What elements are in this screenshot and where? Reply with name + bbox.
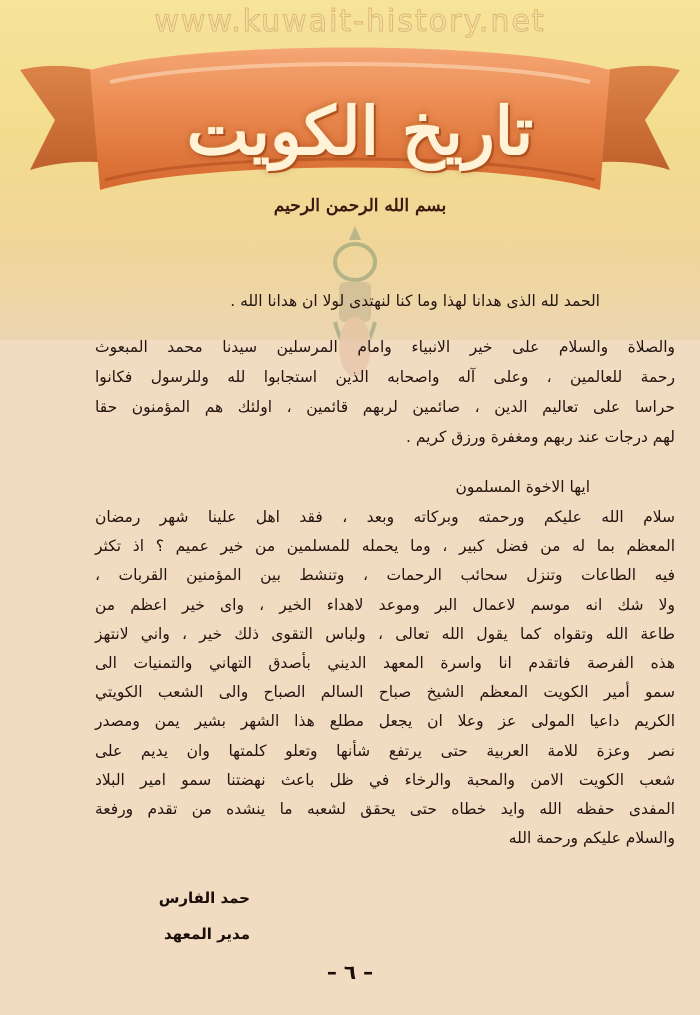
site-title: تاريخ الكويت bbox=[186, 92, 534, 170]
text-line: المفدى حفظه الله وايد خطاه حتى يحقق لشعبه ما ينشده من تقدم ورفعة bbox=[95, 799, 675, 818]
greeting-heading: ايها الاخوة المسلمون bbox=[455, 478, 590, 496]
text-line: ولا شك انه موسم لاعمال البر وموعد لاهداء الخير ، واى خير اعظم من bbox=[95, 595, 675, 614]
site-watermark: www.kuwait-history.net bbox=[154, 4, 546, 39]
text-line: الحمد لله الذى هدانا لهذا وما كنا لنهتدى لولا ان هدانا الله . bbox=[230, 292, 600, 310]
text-line: المعظم بما له من فضل كبير ، وما يحمله للمسلمين من خير عميم ؟ اذ تكثر bbox=[95, 537, 675, 556]
text-line: رحمة للعالمين ، وعلى آله واصحابه الذين استجابوا لله وللرسول فكانوا bbox=[95, 368, 675, 386]
text-line: فيه الطاعات وتنزل سحائب الرحمات ، وتنشط بين المؤمنين القربات ، bbox=[95, 566, 675, 585]
signature-name: حمد الفارس bbox=[158, 889, 250, 907]
paragraph-praise bbox=[120, 286, 600, 316]
text-line: سلام الله عليكم ورحمته وبركاته وبعد ، فقد اهل علينا شهر رمضان bbox=[95, 508, 675, 526]
text-line: لهم درجات عند ربهم ومغفرة ورزق كريم . bbox=[405, 428, 675, 446]
signature-block bbox=[130, 880, 250, 952]
text-line: والسلام عليكم ورحمة الله bbox=[508, 829, 675, 848]
paragraph-prayer bbox=[95, 332, 675, 452]
basmala: بسم الله الرحمن الرحيم bbox=[273, 196, 447, 216]
signature-title: مدير المعهد bbox=[163, 925, 250, 943]
text-line: نصر وعزة للامة العربية حتى يرتفع شأنها وتعلو كلمتها وان يديم على bbox=[95, 741, 675, 760]
text-line: هذه الفرصة فاتقدم انا واسرة المعهد الديني بأصدق التهاني والتمنيات الى bbox=[95, 653, 675, 672]
page-number: – ٦ – bbox=[326, 960, 374, 984]
text-line: طاعة الله وتقواه كما يقول الله تعالى ، ولباس التقوى ذلك خير ، واني لانتهز bbox=[95, 624, 675, 643]
text-line: سمو أمير الكويت المعظم الشيخ صباح السالم الصباح والى الشعب الكويتي bbox=[95, 683, 675, 702]
text-line: شعب الكويت الامن والمحبة والرخاء في ظل باعث نهضتنا سمو امير البلاد bbox=[95, 770, 675, 789]
text-line: الكريم داعيا المولى عز وعلا ان يجعل مطلع هذا الشهر بشير يمن ومصدر bbox=[95, 712, 675, 731]
text-line: حراسا على تعاليم الدين ، صائمين لربهم قائمين ، اولئك هم المؤمنون حقا bbox=[95, 398, 675, 416]
text-line: والصلاة والسلام على خير الانبياء وامام المرسلين سيدنا محمد المبعوث bbox=[95, 338, 675, 356]
paragraph-message bbox=[95, 503, 675, 853]
